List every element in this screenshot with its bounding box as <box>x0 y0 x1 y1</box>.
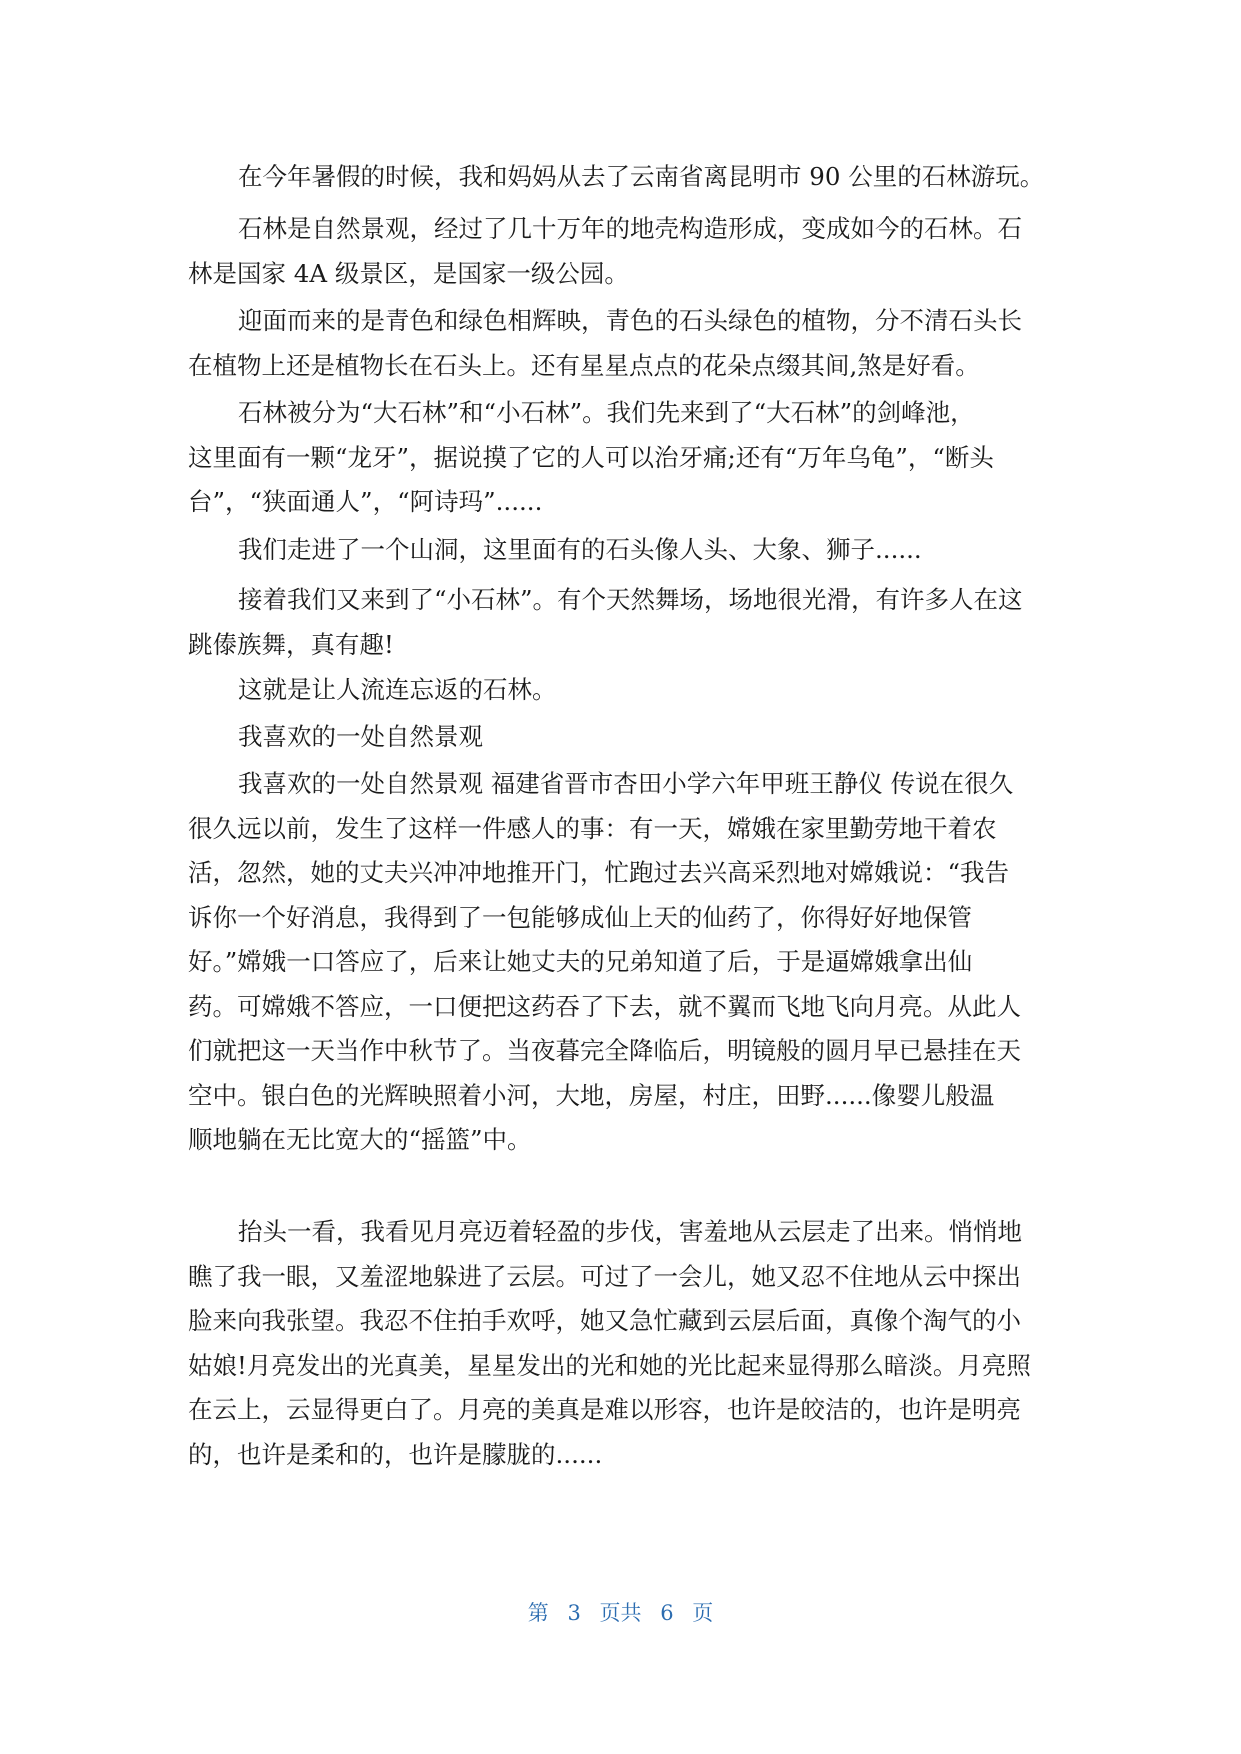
text-line: 的，也许是柔和的，也许是朦胧的...... <box>188 1439 603 1469</box>
paragraph-2 <box>188 207 1058 296</box>
text-line: 我喜欢的一处自然景观 <box>238 722 483 751</box>
text-line: 脸来向我张望。我忍不住拍手欢呼，她又急忙藏到云层后面，真像个淘气的小 <box>188 1306 1021 1335</box>
section-title <box>188 715 1058 760</box>
paragraph-5 <box>188 528 1058 573</box>
text-line: 接着我们又来到了“小石林”。有个天然舞场，场地很光滑，有许多人在这 <box>238 585 1023 614</box>
text-line: 们就把这一天当作中秋节了。当夜暮完全降临后，明镜般的圆月早已悬挂在天 <box>188 1036 1021 1065</box>
footer-label-di: 第 <box>527 1601 549 1625</box>
text-line: 顺地躺在无比宽大的“摇篮”中。 <box>188 1125 532 1154</box>
footer-label-ye-gong: 页共 <box>599 1601 642 1625</box>
text-line: 这就是让人流连忘返的石林。 <box>238 675 557 704</box>
text-line: 抬头一看，我看见月亮迈着轻盈的步伐，害羞地从云层走了出来。悄悄地 <box>238 1217 1022 1246</box>
text-line: 活，忽然，她的丈夫兴冲冲地推开门，忙跑过去兴高采烈地对嫦娥说：“我告 <box>188 858 1010 887</box>
text-line: 空中。银白色的光辉映照着小河，大地，房屋，村庄，田野......像婴儿般温 <box>188 1080 995 1110</box>
text-line: 好。”嫦娥一口答应了，后来让她丈夫的兄弟知道了后，于是逼嫦娥拿出仙 <box>188 947 973 976</box>
text-line: 在今年暑假的时候，我和妈妈从去了云南省离昆明市 90 公里的石林游玩。 <box>238 162 1045 191</box>
paragraph-8 <box>188 762 1058 1163</box>
page-footer <box>0 1597 1241 1627</box>
text-line: 石林是自然景观，经过了几十万年的地壳构造形成，变成如今的石林。石 <box>238 214 1022 243</box>
paragraph-4 <box>188 391 1058 525</box>
text-line: 台”，“狭面通人”，“阿诗玛”...... <box>188 487 543 516</box>
text-line: 药。可嫦娥不答应，一口便把这药吞了下去，就不翼而飞地飞向月亮。从此人 <box>188 991 1021 1021</box>
text-line: 姑娘!月亮发出的光真美，星星发出的光和她的光比起来显得那么暗淡。月亮照 <box>188 1350 1031 1380</box>
paragraph-1 <box>188 155 1058 200</box>
text-line: 我们走进了一个山洞，这里面有的石头像人头、大象、狮子...... <box>238 535 922 564</box>
footer-label-ye: 页 <box>692 1601 714 1625</box>
text-line: 迎面而来的是青色和绿色相辉映，青色的石头绿色的植物，分不清石头长 <box>238 306 1022 335</box>
paragraph-6 <box>188 578 1058 667</box>
text-line: 诉你一个好消息，我得到了一包能够成仙上天的仙药了，你得好好地保管 <box>188 902 972 932</box>
text-line: 很久远以前，发生了这样一件感人的事：有一天，嫦娥在家里勤劳地干着农 <box>188 813 997 843</box>
text-line: 我喜欢的一处自然景观 福建省晋市杏田小学六年甲班王静仪 传说在很久 <box>238 769 1014 798</box>
text-line: 这里面有一颗“龙牙”，据说摸了它的人可以治牙痛;还有“万年乌龟”，“断头 <box>188 442 994 472</box>
paragraph-7 <box>188 668 1058 713</box>
current-page-number: 3 <box>567 1601 581 1625</box>
paragraph-3 <box>188 299 1058 388</box>
paragraph-9 <box>188 1210 1058 1477</box>
text-line: 跳傣族舞，真有趣! <box>188 629 394 659</box>
text-line: 在云上，云显得更白了。月亮的美真是难以形容，也许是皎洁的，也许是明亮 <box>188 1395 1021 1424</box>
text-line: 在植物上还是植物长在石头上。还有星星点点的花朵点缀其间,煞是好看。 <box>188 350 980 380</box>
text-line: 林是国家 4A 级景区，是国家一级公园。 <box>188 258 629 288</box>
text-line: 石林被分为“大石林”和“小石林”。我们先来到了“大石林”的剑峰池， <box>238 398 975 427</box>
total-page-count: 6 <box>660 1601 674 1625</box>
text-line: 瞧了我一眼，又羞涩地躲进了云层。可过了一会儿，她又忍不住地从云中探出 <box>188 1261 1021 1291</box>
